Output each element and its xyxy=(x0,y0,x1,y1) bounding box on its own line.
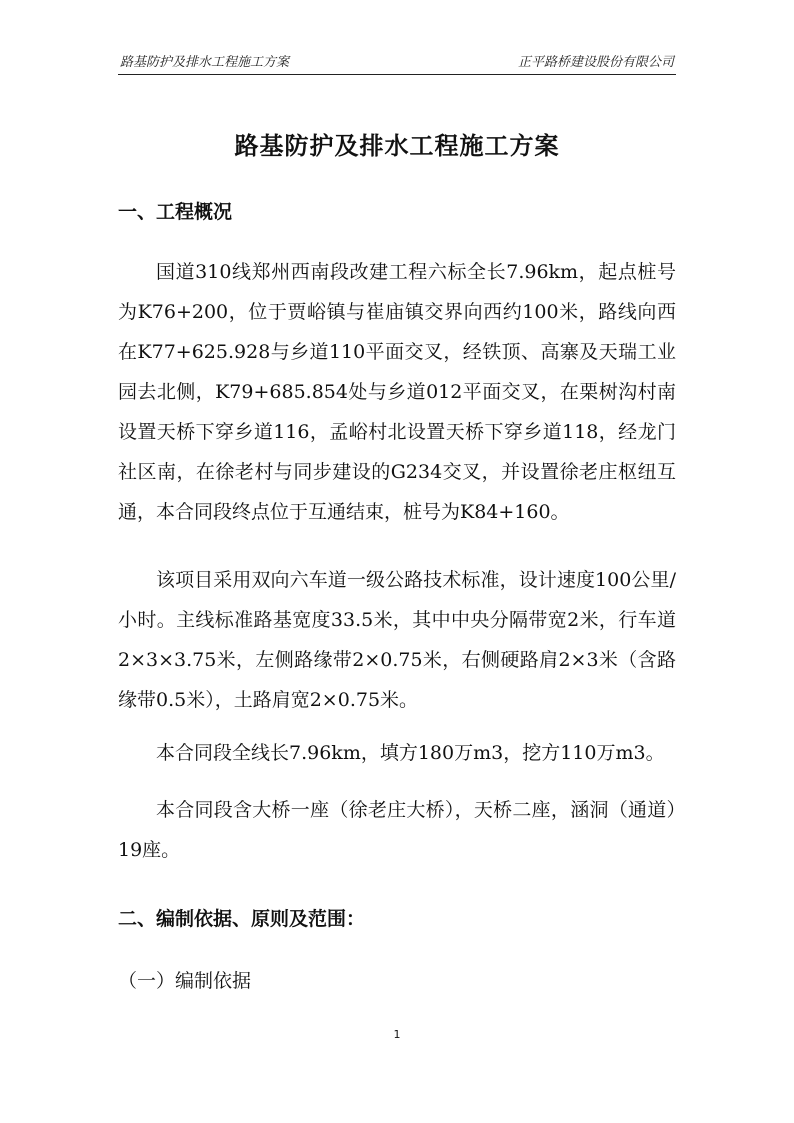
document-title: 路基防护及排水工程施工方案 xyxy=(234,132,560,160)
paragraph-earthwork: 本合同段全线长7.96km，填方180万m3，挖方110万m3。 xyxy=(156,742,665,764)
section-heading-basis: 二、编制依据、原则及范围： xyxy=(118,908,366,930)
header-left-text: 路基防护及排水工程施工方案 xyxy=(120,55,290,70)
section-heading-overview: 一、工程概况 xyxy=(118,201,233,223)
paragraph-structures: 本合同段含大桥一座（徐老庄大桥），天桥二座，涵洞（通道）19座。 xyxy=(118,799,676,861)
subsection-heading-basis: （一）编制依据 xyxy=(118,970,252,992)
page-number: 1 xyxy=(393,1028,401,1041)
header-right-text: 正平路桥建设股份有限公司 xyxy=(517,55,674,70)
paragraph-project-overview: 国道310线郑州西南段改建工程六标全长7.96km，起点桩号为K76+200，位于贾峪镇与崔庙镇交界向西约100米，路线向西在K77+625.928与乡道110平面交叉，经铁顶、高寨及天瑞工业园去北侧，K79+685.854处与乡道012平面交叉，在栗树沟村南设置天桥下穿乡道116，孟峪村北设置天桥下穿乡道118，经龙门社区南，在徐老村与同步建设的G234交叉，并设置徐老庄枢纽互通，本合同段终点位于互通结束，桩号为K84+160。 xyxy=(118,261,676,523)
page-header xyxy=(118,50,676,75)
paragraph-technical-standard: 该项目采用双向六车道一级公路技术标准，设计速度100公里/小时。主线标准路基宽度33.5米，其中中央分隔带宽2米，行车道2×3×3.75米，左侧路缘带2×0.75米，右侧硬路肩2×3米（含路缘带0.5米），土路肩宽2×0.75米。 xyxy=(118,569,676,711)
